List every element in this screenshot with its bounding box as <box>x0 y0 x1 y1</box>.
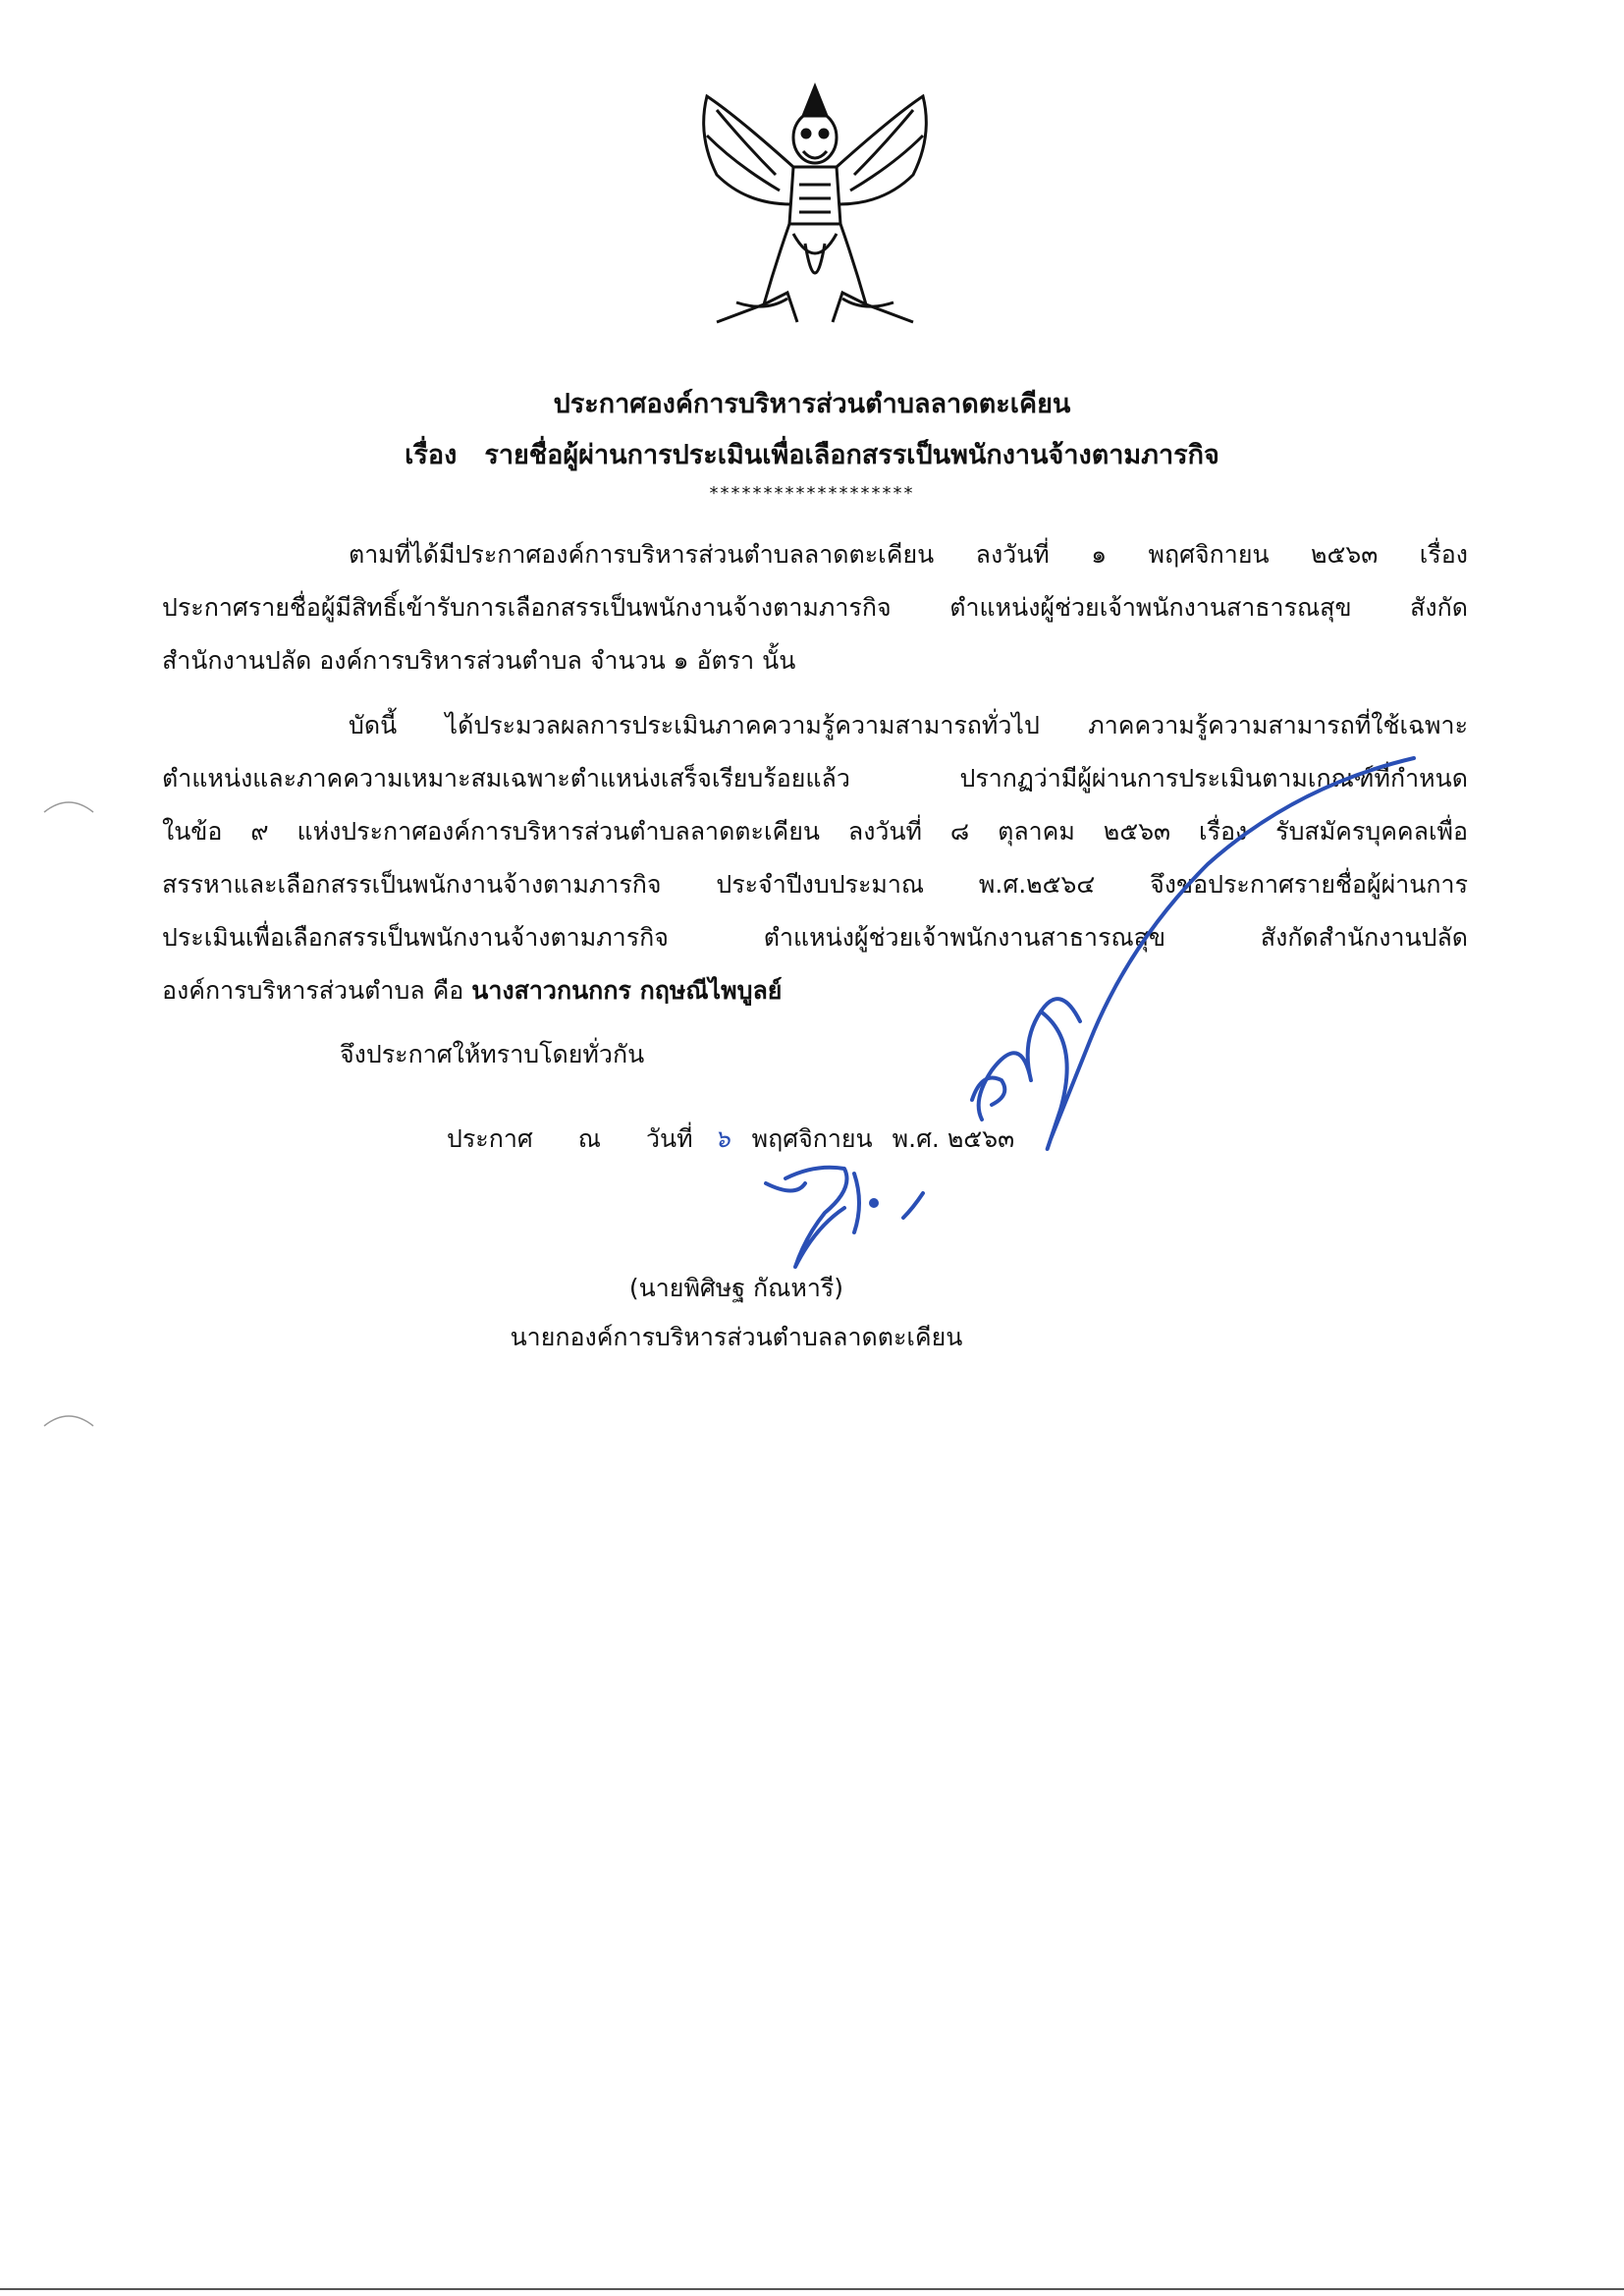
separator-line: ******************* <box>709 483 915 504</box>
paragraph-line-prefix: องค์การบริหารส่วนตำบล คือ <box>162 976 472 1005</box>
paragraph-line: ตำแหน่งและภาคความเหมาะสมเฉพาะตำแหน่งเสร็จเรียบร้อยแล้ว ปรากฏว่ามีผู้ผ่านการประเมินตามเกณฑ์ที่กำหนด <box>162 764 1468 793</box>
punch-hole-mark <box>39 791 98 820</box>
paragraph-line: ประกาศรายชื่อผู้มีสิทธิ์เข้ารับการเลือกสรรเป็นพนักงานจ้างตามภารกิจ ตำแหน่งผู้ช่วยเจ้าพนักงานสาธารณสุข สังกัด <box>162 593 1468 622</box>
announcement-subject <box>0 436 1624 475</box>
candidate-name: นางสาวกนกกร กฤษณีไพบูลย์ <box>471 976 783 1005</box>
paragraph-result <box>162 699 1468 1017</box>
date-at-label: ณ <box>577 1124 601 1153</box>
paragraph-reference <box>162 528 1468 687</box>
date-month: พฤศจิกายน <box>751 1124 873 1153</box>
scan-edge-rule <box>0 2288 1624 2290</box>
paragraph-line <box>162 964 1468 1017</box>
paragraph-line: สำนักงานปลัด องค์การบริหารส่วนตำบล จำนวน ๑ อัตรา นั้น <box>162 646 796 675</box>
subject-label: เรื่อง <box>405 440 458 470</box>
punch-hole-mark <box>39 1404 98 1434</box>
paragraph-line: สรรหาและเลือกสรรเป็นพนักงานจ้างตามภารกิจ ประจำปีงบประมาณ พ.ศ.๒๕๖๔ จึงขอประกาศรายชื่อผู้ผ่านการ <box>162 870 1468 899</box>
announcement-date <box>447 1120 1014 1159</box>
signatory-position: นายกองค์การบริหารส่วนตำบลลาดตะเคียน <box>510 1323 963 1351</box>
paragraph-line: ประเมินเพื่อเลือกสรรเป็นพนักงานจ้างตามภารกิจ ตำแหน่งผู้ช่วยเจ้าพนักงานสาธารณสุข สังกัดสำนักงานปลัด <box>162 923 1468 952</box>
subject-text: รายชื่อผู้ผ่านการประเมินเพื่อเลือกสรรเป็นพนักงานจ้างตามภารกิจ <box>484 440 1219 470</box>
announcement-title: ประกาศองค์การบริหารส่วนตำบลลาดตะเคียน <box>553 389 1071 419</box>
paragraph-line: บัดนี้ ได้ประมวลผลการประเมินภาคความรู้ความสามารถทั่วไป ภาคความรู้ความสามารถที่ใช้เฉพาะ <box>349 711 1468 739</box>
date-day-label: วันที่ <box>645 1124 693 1153</box>
signatory-name: (นายพิศิษฐ กัณหารี) <box>628 1274 844 1302</box>
paragraph-line: ในข้อ ๙ แห่งประกาศองค์การบริหารส่วนตำบลลาดตะเคียน ลงวันที่ ๘ ตุลาคม ๒๕๖๓ เรื่อง รับสมัครบุคคลเพื่อ <box>162 817 1468 846</box>
garuda-emblem-icon <box>677 77 952 352</box>
paragraph-line: ตามที่ได้มีประกาศองค์การบริหารส่วนตำบลลาดตะเคียน ลงวันที่ ๑ พฤศจิกายน ๒๕๖๓ เรื่อง <box>349 540 1468 569</box>
closing-statement: จึงประกาศให้ทราบโดยทั่วกัน <box>340 1040 645 1068</box>
date-day-handwritten: ๖ <box>714 1124 731 1153</box>
date-announced-label: ประกาศ <box>447 1124 533 1153</box>
date-year: พ.ศ. ๒๕๖๓ <box>892 1124 1015 1153</box>
